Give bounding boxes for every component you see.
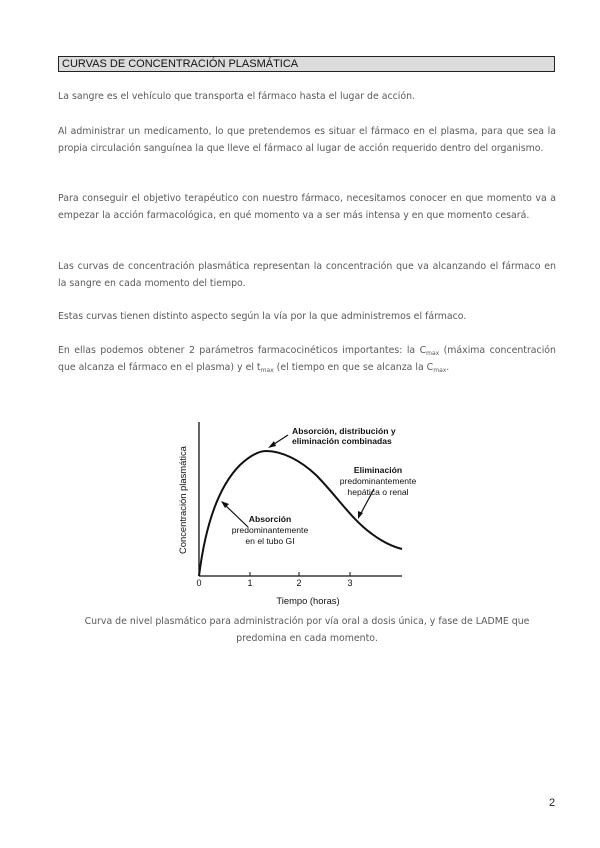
arrow-peak (268, 435, 288, 448)
x-tick-label-1: 1 (247, 578, 253, 588)
x-tick-label-3: 3 (347, 578, 353, 588)
paragraph-2: Al administrar un medicamento, lo que pretendemos es situar el fármaco en el plasma, para que sea la propia circulación sanguínea la que lleve el fármaco al lugar de acción requerido dentro del organismo. (58, 126, 556, 154)
p6-text-2: (máxima concentración que alcanza el fármaco en el plasma) y el t (58, 345, 556, 373)
x-tick-label-0: 0 (196, 578, 202, 588)
figure-caption: Curva de nivel plasmático para administración por vía oral a dosis única, y fase de LADME que predomina en cada momento. (84, 616, 530, 644)
x-tick-label-2: 2 (296, 578, 302, 588)
cmax-subscript: max (426, 350, 440, 357)
paragraph-5: Estas curvas tienen distinto aspecto según la vía por la que administremos el fármaco. (58, 311, 467, 322)
tmax-subscript: max (260, 367, 274, 374)
arrow-absorption (221, 501, 248, 527)
absorption-title: Absorción (248, 514, 292, 524)
y-axis-label: Concentración plasmática (177, 446, 188, 554)
absorption-line-2: predominantemente (231, 525, 309, 535)
page-number: 2 (549, 797, 556, 809)
elimination-line-3: hepática o renal (347, 487, 409, 497)
elimination-line-2: predominantemente (339, 476, 417, 486)
section-heading: CURVAS DE CONCENTRACIÓN PLASMÁTICA (58, 56, 555, 72)
paragraph-3: Para conseguir el objetivo terapéutico con nuestro fármaco, necesitamos conocer en que momento va a empezar la acción farmacológica, en qué momento va a ser más intensa y en que momento cesará. (58, 193, 556, 221)
p6-text-3: (el tiempo en que se alcanza la C (273, 362, 434, 373)
cmax-subscript-2: max (433, 367, 447, 374)
plasma-concentration-figure (170, 410, 430, 610)
p6-text-4: . (446, 362, 450, 373)
p6-text-1: En ellas podemos obtener 2 parámetros farmacocinéticos importantes: la C (58, 345, 427, 356)
paragraph-6 (58, 342, 556, 376)
elimination-title: Eliminación (353, 465, 403, 475)
peak-annotation-line-2: eliminación combinadas (292, 436, 392, 446)
x-axis-label: Tiempo (horas) (276, 595, 340, 606)
absorption-line-3: en el tubo GI (245, 536, 295, 546)
peak-annotation-line-1: Absorción, distribución y (292, 426, 396, 436)
paragraph-4: Las curvas de concentración plasmática representan la concentración que va alcanzando el fármaco en la sangre en cada momento del tiempo. (58, 261, 556, 289)
paragraph-1: La sangre es el vehículo que transporta el fármaco hasta el lugar de acción. (58, 91, 416, 102)
